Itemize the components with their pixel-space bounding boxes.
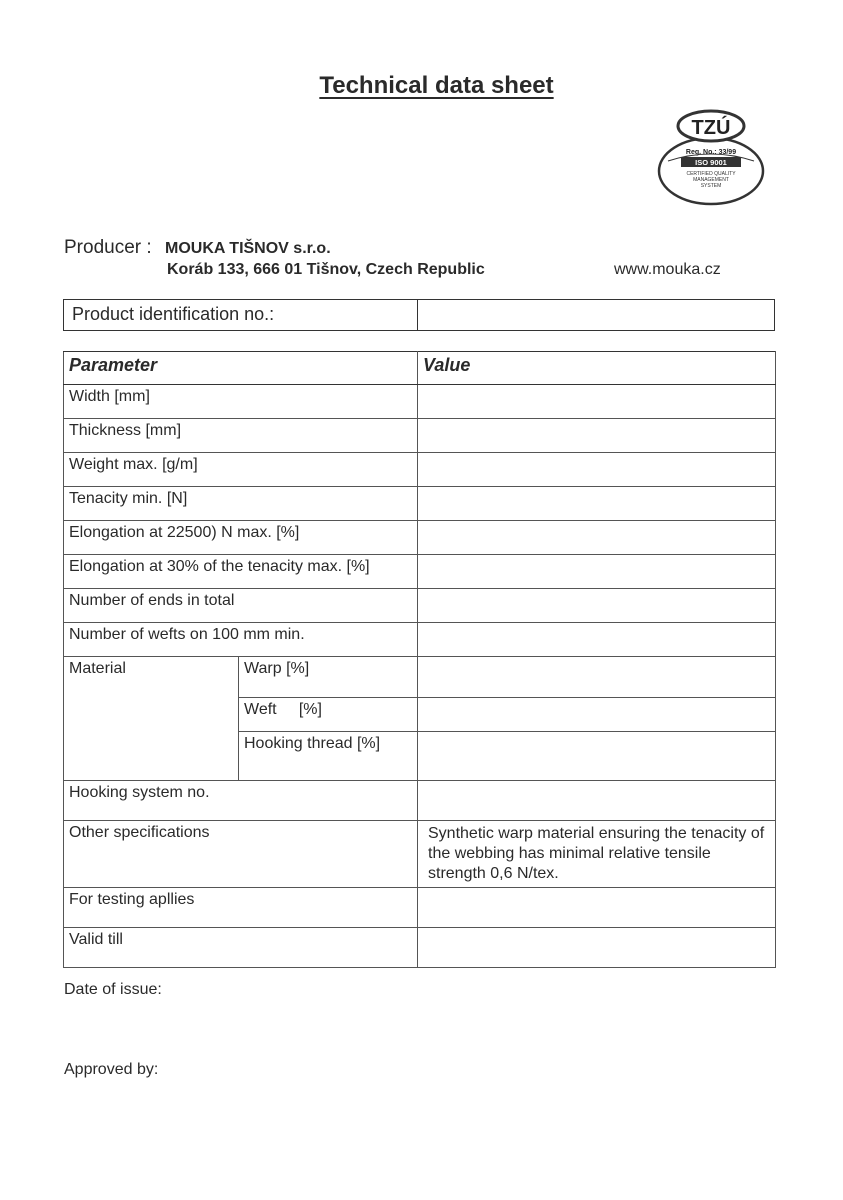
material-row-warp [64,657,776,698]
logo-line2: MANAGEMENT [693,177,729,183]
row-parameter: Weight max. [g/m] [64,453,418,487]
row-parameter: Other specifications [64,821,418,888]
page-title [0,72,843,100]
row-value [418,419,776,453]
row-parameter: Number of ends in total [64,589,418,623]
table-row [64,928,776,968]
title-text: Technical data sheet [319,72,554,99]
date-of-issue-label: Date of issue: [64,981,162,998]
product-identification-value [418,300,774,330]
row-parameter: Elongation at 22500) N max. [%] [64,521,418,555]
table-row [64,589,776,623]
approved-by-label: Approved by: [64,1061,159,1078]
row-value [418,623,776,657]
row-value [418,589,776,623]
table-header-row [64,352,776,385]
row-parameter: For testing apllies [64,888,418,928]
logo-brand: TZÚ [691,117,731,139]
material-sub-value [418,657,776,698]
row-parameter: Width [mm] [64,385,418,419]
producer-address: Koráb 133, 666 01 Tišnov, Czech Republic [167,261,485,278]
material-sub-value [418,698,776,732]
material-sub-parameter: Weft [%] [239,698,418,732]
product-identification-label: Product identification no.: [64,300,418,330]
table-row [64,821,776,888]
row-parameter: Thickness [mm] [64,419,418,453]
parameter-table [63,351,776,968]
table-row [64,385,776,419]
row-value [418,928,776,968]
table-row [64,781,776,821]
row-parameter: Number of wefts on 100 mm min. [64,623,418,657]
producer-website: www.mouka.cz [614,261,721,278]
logo-reg-no: Reg. No.: 33/99 [685,149,737,156]
table-row [64,419,776,453]
table-row [64,487,776,521]
table-row [64,555,776,589]
row-value [418,781,776,821]
row-value [418,487,776,521]
material-sub-parameter: Warp [%] [239,657,418,698]
row-value [418,385,776,419]
row-value [418,453,776,487]
row-value [418,555,776,589]
row-parameter: Hooking system no. [64,781,418,821]
table-row [64,623,776,657]
table-row [64,888,776,928]
tzu-certification-logo [656,107,766,207]
table-row [64,521,776,555]
producer-label: Producer : [64,237,152,258]
row-parameter: Elongation at 30% of the tenacity max. [%] [64,555,418,589]
producer-name: MOUKA TIŠNOV s.r.o. [165,240,331,257]
table-row [64,453,776,487]
material-label: Material [64,657,239,781]
logo-iso: ISO 9001 [695,158,727,167]
material-sub-value [418,732,776,781]
logo-line1: CERTIFIED QUALITY [686,171,736,177]
logo-line3: SYSTEM [700,183,722,189]
product-identification-box [63,299,775,331]
header-value: Value [418,352,776,385]
row-value [418,521,776,555]
row-value: Synthetic warp material ensuring the tenacity of the webbing has minimal relative tensile strength 0,6 N/tex. [418,821,776,888]
header-parameter: Parameter [64,352,418,385]
row-value [418,888,776,928]
row-parameter: Tenacity min. [N] [64,487,418,521]
material-sub-parameter: Hooking thread [%] [239,732,418,781]
row-parameter: Valid till [64,928,418,968]
